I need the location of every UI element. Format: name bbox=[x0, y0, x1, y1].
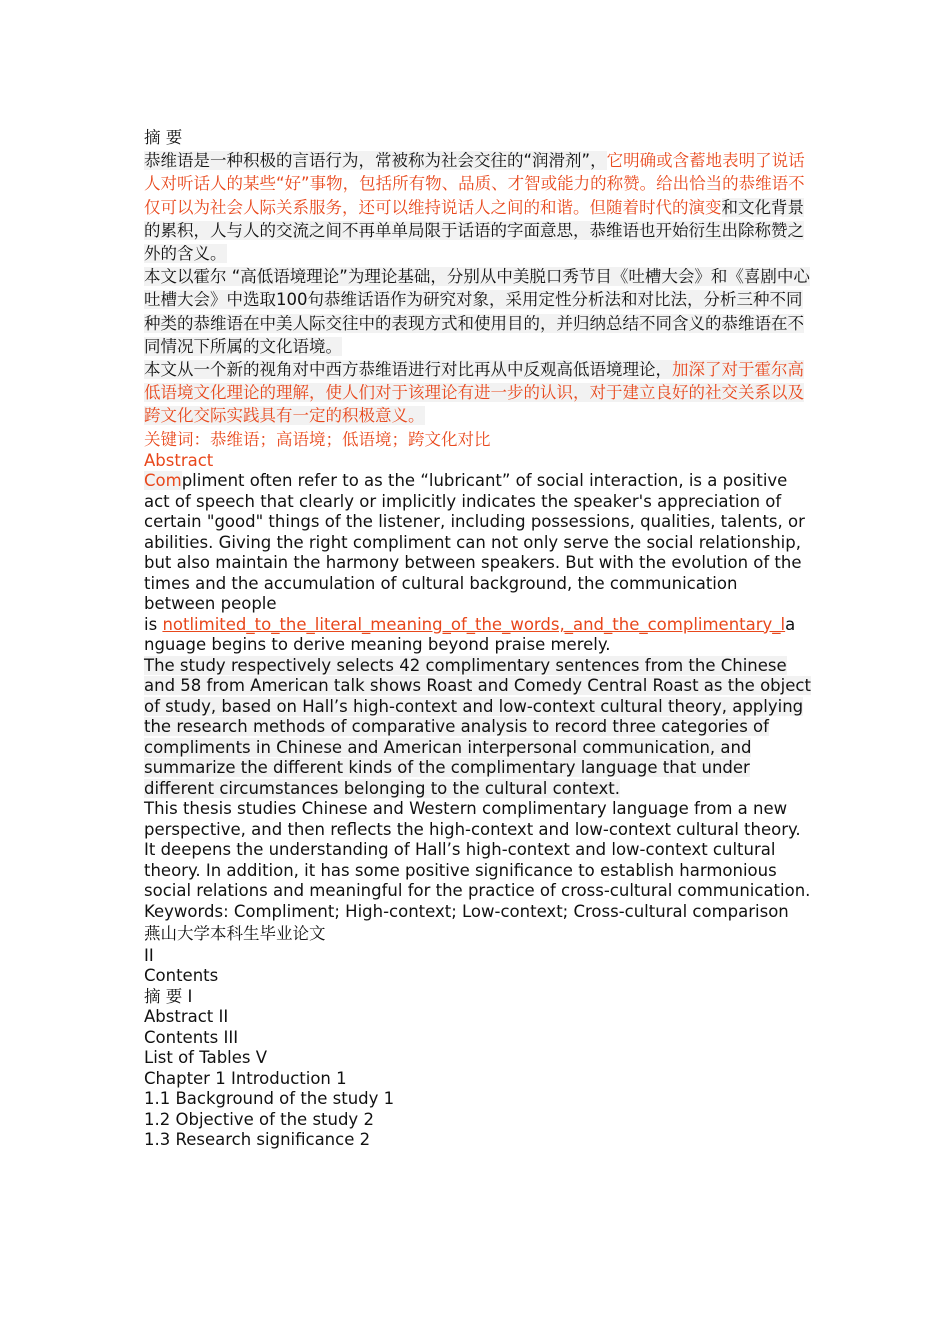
zh-p3-normal: 本文从一个新的视角对中西方恭维语进行对比再从中反观高低语境理论， bbox=[144, 360, 672, 380]
en-paragraph-1 bbox=[144, 471, 812, 656]
en-p1-red-start: Com bbox=[144, 471, 182, 491]
footer-page-number: II bbox=[144, 945, 154, 965]
table-of-contents bbox=[144, 966, 812, 1151]
zh-paragraph-3 bbox=[144, 358, 812, 428]
en-p1-normal-1: pliment often refer to as the “lubricant” of social interaction, is a positive act of speech that clearly or implicitly indicates the speaker's appreciation of certain "good" things of the listener, including possessions, qualities, talents, or abilities. Giving the right compliment can not only serve the social relationship, but also maintain the harmony between speakers. But with the evolution of the times and the accumulation of cultural background, the communication between people bbox=[144, 471, 805, 614]
toc-item[interactable]: Contents III bbox=[144, 1027, 239, 1047]
zh-p1-normal-2: 和文化背景的累积，人与人的交流之间不再单单局限于话语的字面意思，恭维语也开始衍生出除称赞之外的含义。 bbox=[144, 197, 804, 264]
en-abstract-title: Abstract bbox=[144, 450, 214, 470]
en-p3-text: This thesis studies Chinese and Western complimentary language from a new perspective, and then reflects the high-context and low-context cultural theory. It deepens the understanding of Hall’s high-context and low-context cultural theory. In addition, it has some positive significance to establish harmonious social relations and meaningful for the practice of cross-cultural communication. bbox=[144, 799, 811, 901]
zh-p1-red: 它明确或含蓄地表明了说话人对听话人的某些“好”事物，包括所有物、品质、才智或能力的称赞。给出恰当的恭维语不仅可以为社会人际关系服务，还可以维持说话人之间的和谐。但随着时代的演变 bbox=[144, 151, 805, 217]
zh-paragraph-1 bbox=[144, 149, 812, 265]
toc-item[interactable]: 1.3 Research significance 2 bbox=[144, 1130, 371, 1150]
en-paragraph-3 bbox=[144, 799, 812, 902]
en-p1-red-underline: notlimited_to_the_literal_meaning_of_the_words,_and_the_complimentary_l bbox=[162, 614, 786, 634]
toc-item[interactable]: 1.2 Objective of the study 2 bbox=[144, 1109, 374, 1129]
toc-title: Contents bbox=[144, 966, 219, 986]
footer-university: 燕山大学本科生毕业论文 bbox=[144, 924, 326, 944]
en-p1-is: is bbox=[144, 614, 163, 634]
en-p1-normal-2: a bbox=[785, 614, 796, 634]
document-page bbox=[144, 126, 812, 1151]
en-p2-text: The study respectively selects 42 complimentary sentences from the Chinese and 58 from American talk shows Roast and Comedy Central Roast as the object of study, based on Hall’s high-context and low-context cultural theory, applying the research methods of comparative analysis to record three categories of compliments in Chinese and American interpersonal communication, and summarize the different kinds of the complimentary language that under different circumstances belonging to the cultural context. bbox=[144, 655, 811, 798]
zh-paragraph-2 bbox=[144, 265, 812, 358]
en-paragraph-2 bbox=[144, 656, 812, 800]
zh-p2-text: 本文以霍尔 “高低语境理论”为理论基础，分别从中美脱口秀节目《吐槽大会》和《喜剧中心吐槽大会》中选取100句恭维话语作为研究对象，采用定性分析法和对比法，分析三种不同种类的恭维语在中美人际交往中的表现方式和使用目的，并归纳总结不同含义的恭维语在不同情况下所属的文化语境。 bbox=[144, 267, 810, 356]
toc-item[interactable]: Abstract II bbox=[144, 1007, 229, 1027]
zh-p1-normal-1: 恭维语是一种积极的言语行为，常被称为社会交往的“润滑剂”， bbox=[144, 151, 607, 171]
en-p1-normal-3: nguage begins to derive meaning beyond praise merely. bbox=[144, 635, 611, 655]
toc-item[interactable]: 1.1 Background of the study 1 bbox=[144, 1089, 395, 1109]
en-keywords: Keywords: Compliment; High-context; Low-context; Cross-cultural comparison bbox=[144, 901, 789, 921]
zh-p3-red: 加深了对于霍尔高低语境文化理论的理解，使人们对于该理论有进一步的认识，对于建立良好的社交关系以及跨文化交际实践具有一定的积极意义。 bbox=[144, 360, 804, 426]
toc-item[interactable]: Chapter 1 Introduction 1 bbox=[144, 1068, 347, 1088]
toc-item[interactable]: 摘 要 I bbox=[144, 986, 193, 1006]
zh-abstract-title: 摘 要 bbox=[144, 128, 183, 147]
toc-item[interactable]: List of Tables V bbox=[144, 1048, 268, 1068]
zh-keywords: 关键词：恭维语；高语境；低语境；跨文化对比 bbox=[144, 429, 491, 449]
